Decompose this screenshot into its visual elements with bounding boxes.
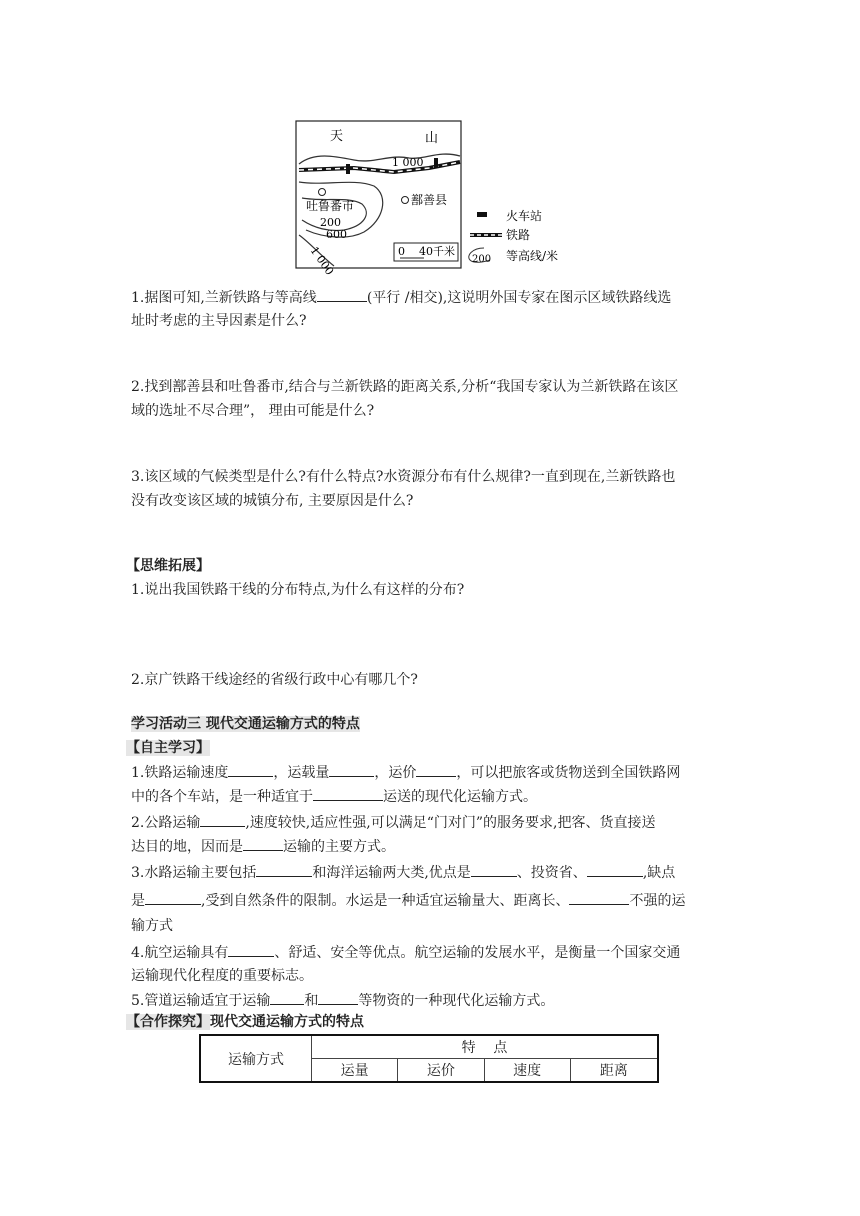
table-header-mode: 运输方式 — [200, 1035, 312, 1082]
item-text: 、投资省、 — [516, 865, 587, 881]
item-text: 和海洋运输两大类,优点是 — [312, 865, 471, 881]
answer-blank[interactable] — [228, 762, 273, 777]
answer-blank[interactable] — [318, 990, 358, 1005]
item-text: 达目的地，因而是 — [131, 839, 243, 855]
answer-blank[interactable] — [317, 287, 367, 302]
item-text: 等物资的一种现代化运输方式。 — [358, 993, 555, 1009]
question-1-line-2: 址时考虑的主导因素是什么? — [131, 313, 307, 329]
cooperation-title: 现代交通运输方式的特点 — [210, 1014, 364, 1030]
legend-label: 200 — [472, 254, 492, 265]
item-3-line-2 — [131, 890, 685, 911]
item-3-line-1 — [131, 862, 675, 883]
map-label: 200 — [320, 216, 341, 229]
item-text: 1.铁路运输速度 — [131, 765, 229, 781]
item-text: 运输的主要方式。 — [283, 839, 395, 855]
map-figure — [294, 120, 559, 278]
item-5 — [131, 990, 554, 1011]
answer-blank[interactable] — [243, 836, 283, 851]
item-text: 4.航空运输具有 — [131, 945, 229, 961]
item-text: ,速度较快,适应性强,可以满足“门对门”的服务要求,把客、货直接送 — [245, 815, 656, 831]
answer-blank[interactable] — [329, 762, 374, 777]
item-2-line-1 — [131, 812, 655, 833]
question-1-line-1 — [131, 287, 671, 308]
self-study-heading — [126, 738, 210, 758]
answer-blank[interactable] — [256, 862, 312, 877]
table-col-speed: 速度 — [484, 1059, 570, 1083]
legend-label: 等高线/米 — [506, 249, 559, 263]
answer-blank[interactable] — [228, 942, 274, 957]
legend-station-icon — [477, 212, 487, 217]
answer-blank[interactable] — [587, 862, 643, 877]
map-label: 鄯善县 — [411, 193, 448, 207]
extension-heading: 【思维拓展】 — [126, 558, 210, 574]
question-text: 1.据图可知,兰新铁路与等高线 — [131, 290, 317, 306]
answer-blank[interactable] — [471, 862, 517, 877]
train-station-icon — [346, 164, 350, 174]
answer-blank[interactable] — [200, 812, 245, 827]
transport-features-table — [199, 1034, 659, 1083]
item-text: ,缺点 — [642, 865, 676, 881]
item-text: 不强的运 — [629, 893, 686, 909]
answer-blank[interactable] — [313, 786, 383, 801]
map-label: 1 000 — [307, 244, 337, 278]
item-text: 、舒适、安全等优点。航空运输的发展水平，是衡量一个国家交通 — [274, 945, 681, 961]
self-study-heading-text: 【自主学习】 — [126, 740, 210, 756]
item-text: 2.公路运输 — [131, 815, 201, 831]
question-3-line-1: 3.该区域的气候类型是什么?有什么特点?水资源分布有什么规律?一直到现在,兰新铁路也 — [131, 469, 676, 485]
table-col-price: 运价 — [398, 1059, 484, 1083]
item-text: ，运载量 — [273, 765, 330, 781]
cooperation-label: 【合作探究】 — [126, 1014, 210, 1030]
table-header-features: 特 点 — [312, 1035, 659, 1059]
item-1-line-2 — [131, 786, 537, 807]
item-text: 3.水路运输主要包括 — [131, 865, 257, 881]
question-text: (平行 /相交),这说明外国专家在图示区域铁路线选 — [366, 290, 672, 306]
item-2-line-2 — [131, 836, 395, 857]
map-label: 1 000 — [392, 156, 424, 169]
city-icon — [319, 189, 326, 196]
question-2-line-1: 2.找到鄯善县和吐鲁番市,结合与兰新铁路的距离关系,分析“我国专家认为兰新铁路在该区 — [131, 379, 679, 395]
item-3-line-3: 输方式 — [131, 918, 173, 934]
map-label: 600 — [326, 228, 347, 241]
map-label: 吐鲁番市 — [306, 199, 355, 213]
legend-label: 火车站 — [506, 209, 543, 223]
item-text: 和 — [304, 993, 319, 1009]
item-1-line-1 — [131, 762, 680, 783]
answer-blank[interactable] — [569, 890, 629, 905]
extension-question-1: 1.说出我国铁路干线的分布特点,为什么有这样的分布? — [131, 582, 465, 598]
question-3-line-2: 没有改变该区域的城镇分布, 主要原因是什么? — [131, 493, 414, 509]
item-text: 中的各个车站，是一种适宜于 — [131, 789, 313, 805]
extension-question-2: 2.京广铁路干线途经的省级行政中心有哪几个? — [131, 672, 418, 688]
table-col-distance: 距离 — [570, 1059, 658, 1083]
item-text: 是 — [131, 893, 145, 909]
scale-label: 0 40千米 — [398, 245, 455, 258]
answer-blank[interactable] — [270, 990, 304, 1005]
question-2-line-2: 域的选址不尽合理”， 理由可能是什么? — [131, 403, 375, 419]
answer-blank[interactable] — [416, 762, 456, 777]
table-col-volume: 运量 — [312, 1059, 398, 1083]
answer-blank[interactable] — [145, 890, 201, 905]
item-text: 运送的现代化运输方式。 — [383, 789, 537, 805]
item-4-line-2: 运输现代化程度的重要标志。 — [131, 968, 313, 984]
legend-label: 铁路 — [506, 228, 531, 242]
activity-3-title-text: 学习活动三 现代交通运输方式的特点 — [131, 716, 360, 732]
item-4-line-1 — [131, 942, 680, 963]
item-text: ，可以把旅客或货物送到全国铁路网 — [456, 765, 681, 781]
table-header-row — [200, 1035, 658, 1059]
train-station-icon — [434, 158, 438, 168]
item-text: 5.管道运输适宜于运输 — [131, 993, 271, 1009]
item-text: ，运价 — [374, 765, 417, 781]
item-text: ,受到自然条件的限制。水运是一种适宜运输量大、距离长、 — [201, 893, 570, 909]
county-icon — [402, 197, 409, 204]
map-label: 天 — [330, 129, 344, 144]
cooperation-heading — [126, 1012, 364, 1032]
activity-3-title — [131, 714, 360, 734]
map-label: 山 — [425, 131, 439, 146]
